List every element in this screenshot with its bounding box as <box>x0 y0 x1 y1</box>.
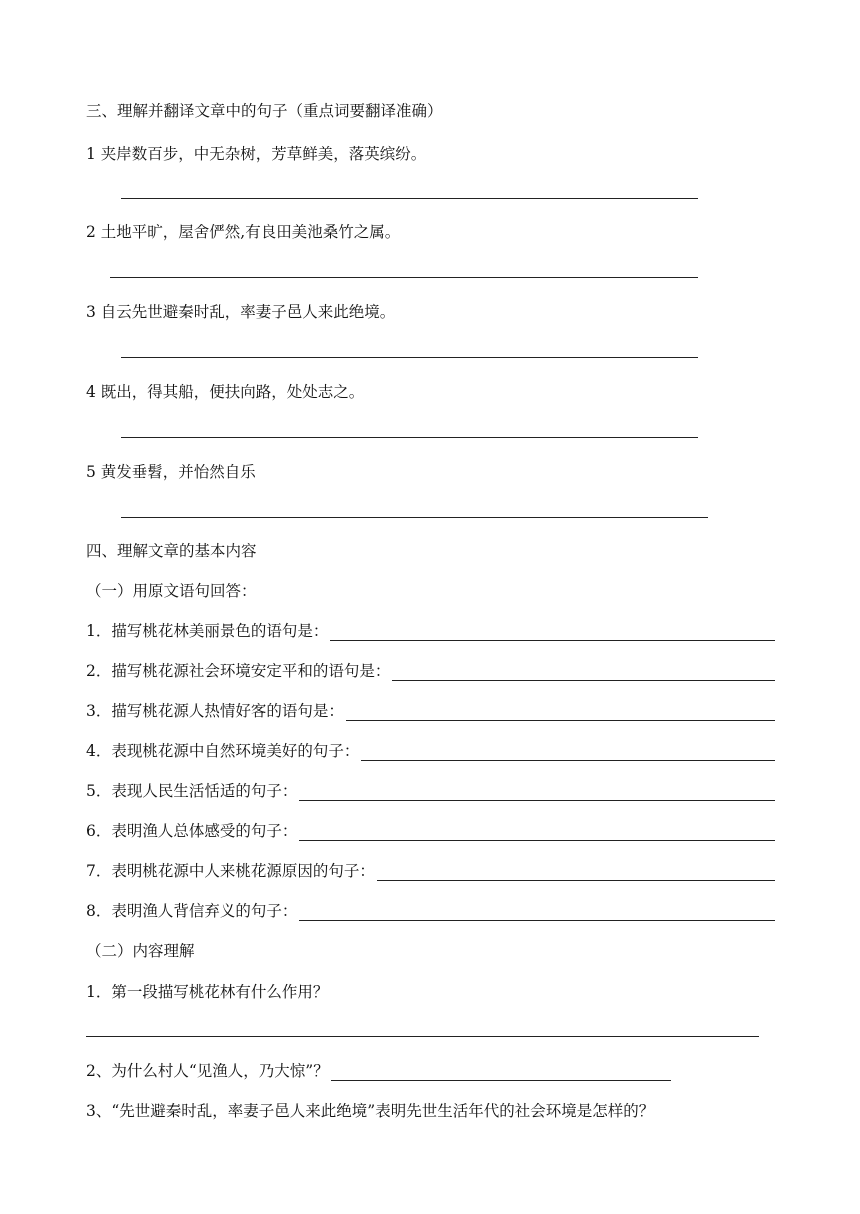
fill-item-1-label: 1．描写桃花林美丽景色的语句是： <box>86 622 329 640</box>
fill-item-5 <box>86 781 775 801</box>
fill-item-2-blank[interactable] <box>392 666 775 681</box>
answer-line-q1[interactable] <box>86 1036 759 1037</box>
fill-item-2 <box>86 661 775 681</box>
fill-item-4 <box>86 741 775 761</box>
fill-item-4-label: 4．表现桃花源中自然环境美好的句子： <box>86 742 360 760</box>
fill-item-4-blank[interactable] <box>361 746 775 761</box>
fill-item-8-label: 8．表明渔人背信弃义的句子： <box>86 902 298 920</box>
fill-item-6-blank[interactable] <box>299 826 775 841</box>
fill-item-2-label: 2．描写桃花源社会环境安定平和的语句是： <box>86 662 391 680</box>
fill-item-8-blank[interactable] <box>299 906 775 921</box>
fill-item-1 <box>86 621 775 641</box>
fill-item-5-blank[interactable] <box>299 786 775 801</box>
section-3-item-4: 4 既出，得其船，便扶向路，处处志之。 <box>86 383 365 401</box>
fill-item-7 <box>86 861 775 881</box>
answer-line-3-4[interactable] <box>121 437 698 438</box>
answer-line-3-5[interactable] <box>121 517 708 518</box>
fill-item-7-label: 7．表明桃花源中人来桃花源原因的句子： <box>86 862 375 880</box>
section-3-title: 三、理解并翻译文章中的句子（重点词要翻译准确） <box>86 102 443 120</box>
question-3: 3、“先世避秦时乱，率妻子邑人来此绝境”表明先世生活年代的社会环境是怎样的？ <box>86 1102 655 1120</box>
section-3-item-1: 1 夹岸数百步，中无杂树，芳草鲜美，落英缤纷。 <box>86 145 427 163</box>
section-3-item-2: 2 土地平旷，屋舍俨然,有良田美池桑竹之属。 <box>86 223 401 241</box>
answer-line-3-3[interactable] <box>121 357 698 358</box>
fill-item-3-blank[interactable] <box>346 706 775 721</box>
fill-item-6-label: 6．表明渔人总体感受的句子： <box>86 822 298 840</box>
answer-line-3-1[interactable] <box>121 198 698 199</box>
question-2 <box>86 1061 671 1081</box>
question-1: 1．第一段描写桃花林有什么作用？ <box>86 983 329 1001</box>
answer-line-3-2[interactable] <box>110 277 698 278</box>
section-3-item-5: 5 黄发垂髫，并怡然自乐 <box>86 463 256 481</box>
fill-item-3 <box>86 701 775 721</box>
fill-item-6 <box>86 821 775 841</box>
section-4-part-2-title: （二）内容理解 <box>86 942 195 960</box>
question-2-label: 2、为什么村人“见渔人，乃大惊”？ <box>86 1062 329 1080</box>
section-3-item-3: 3 自云先世避秦时乱，率妻子邑人来此绝境。 <box>86 303 396 321</box>
fill-item-8 <box>86 901 775 921</box>
section-4-part-1-title: （一）用原文语句回答： <box>86 582 257 600</box>
fill-item-5-label: 5．表现人民生活恬适的句子： <box>86 782 298 800</box>
section-4-title: 四、理解文章的基本内容 <box>86 542 257 560</box>
fill-item-1-blank[interactable] <box>330 626 775 641</box>
fill-item-7-blank[interactable] <box>377 866 775 881</box>
fill-item-3-label: 3．描写桃花源人热情好客的语句是： <box>86 702 344 720</box>
question-2-blank[interactable] <box>331 1066 671 1081</box>
